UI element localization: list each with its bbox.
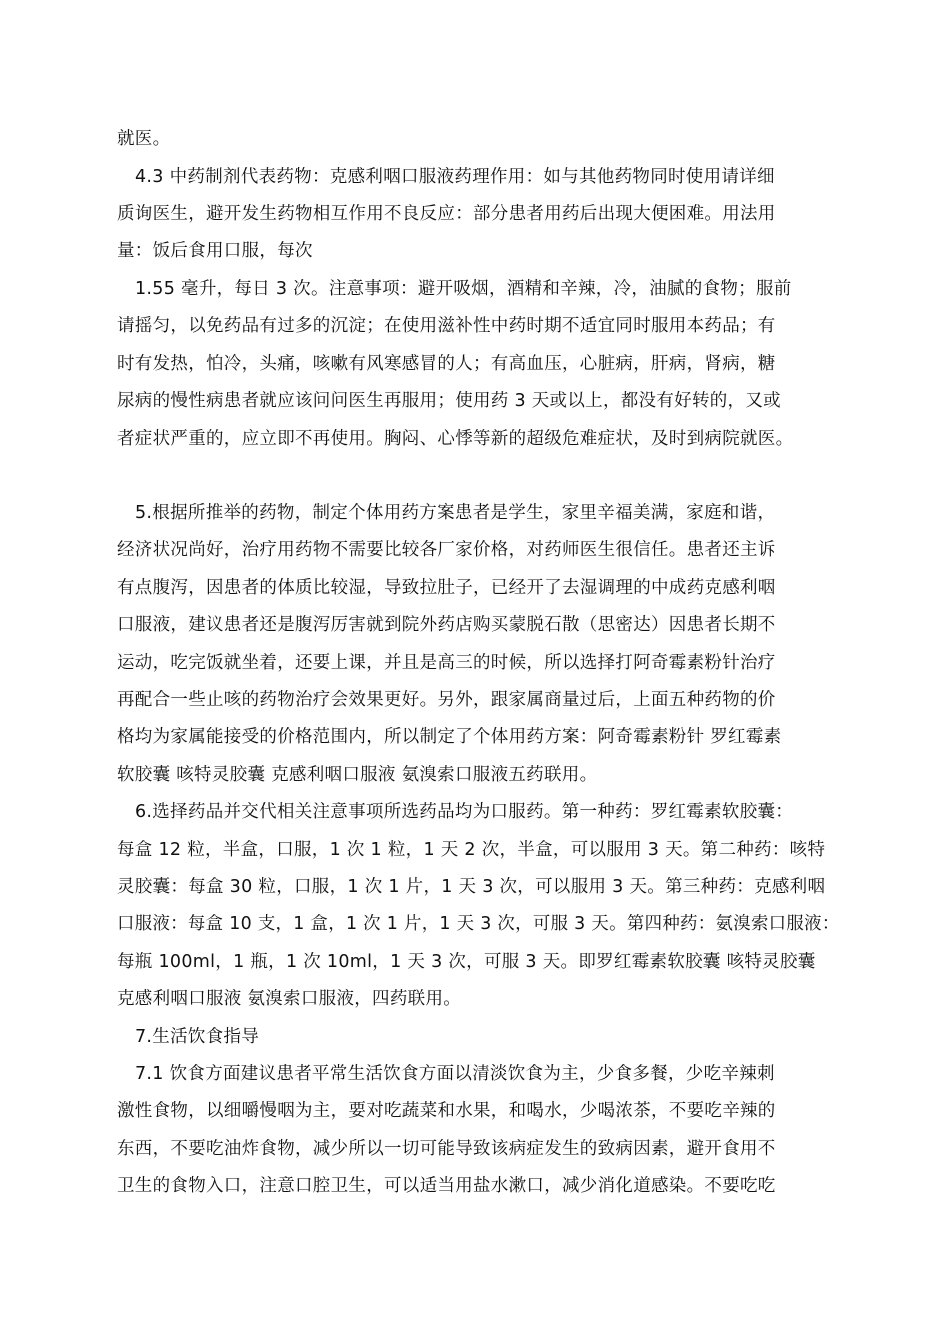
text-line: 东西，不要吃油炸食物，减少所以一切可能导致该病症发生的致病因素，避开食用不 [117, 1139, 776, 1159]
text-line: 口服液：每盒 10 支，1 盒，1 次 1 片，1 天 3 次，可服 3 天。第四种药：氨溴索口服液： [117, 914, 840, 934]
text-line: 口服液，建议患者还是腹泻厉害就到院外药店购买蒙脱石散（思密达）因患者长期不 [117, 615, 776, 635]
text-line: 灵胶囊：每盒 30 粒，口服，1 次 1 片，1 天 3 次，可以服用 3 天。第三种药：克感利咽 [117, 877, 826, 897]
text-line: 量：饭后食用口服，每次 [117, 241, 313, 261]
text-line: 激性食物，以细嚼慢咽为主，要对吃蔬菜和水果，和喝水，少喝浓茶，不要吃辛辣的 [117, 1101, 776, 1121]
text-line: 4.3 中药制剂代表药物：克感利咽口服液药理作用：如与其他药物同时使用请详细 [135, 167, 775, 187]
text-line: 1.55 毫升，每日 3 次。注意事项：避开吸烟，酒精和辛辣，冷，油腻的食物；服前 [135, 279, 792, 299]
text-line: 就医。 [117, 129, 171, 149]
text-line: 有点腹泻，因患者的体质比较湿，导致拉肚子，已经开了去湿调理的中成药克感利咽 [117, 578, 776, 598]
text-line: 7.1 饮食方面建议患者平常生活饮食方面以清淡饮食为主，少食多餐，少吃辛辣刺 [135, 1064, 775, 1084]
text-line: 尿病的慢性病患者就应该问问医生再服用；使用药 3 天或以上，都没有好转的，又或 [117, 391, 781, 411]
text-line: 每瓶 100ml，1 瓶，1 次 10ml，1 天 3 次，可服 3 天。即罗红霉素软胶囊 咳特灵胶囊 [117, 952, 816, 972]
text-line: 再配合一些止咳的药物治疗会效果更好。另外，跟家属商量过后，上面五种药物的价 [117, 690, 776, 710]
text-line: 卫生的食物入口，注意口腔卫生，可以适当用盐水漱口，减少消化道感染。不要吃吃 [117, 1176, 776, 1196]
text-line: 运动，吃完饭就坐着，还要上课，并且是高三的时候，所以选择打阿奇霉素粉针治疗 [117, 653, 776, 673]
text-line: 软胶囊 咳特灵胶囊 克感利咽口服液 氨溴索口服液五药联用。 [117, 765, 598, 785]
text-line: 格均为家属能接受的价格范围内，所以制定了个体用药方案：阿奇霉素粉针 罗红霉素 [117, 727, 782, 747]
text-line: 5.根据所推举的药物，制定个体用药方案患者是学生，家里辛福美满，家庭和谐， [135, 503, 776, 523]
section-heading: 7.生活饮食指导 [135, 1027, 260, 1047]
text-line: 请摇匀，以免药品有过多的沉淀；在使用滋补性中药时期不适宜同时服用本药品；有 [117, 316, 776, 336]
text-line: 时有发热，怕冷，头痛，咳嗽有风寒感冒的人；有高血压，心脏病，肝病，肾病，糖 [117, 354, 776, 374]
text-line: 每盒 12 粒，半盒，口服，1 次 1 粒，1 天 2 次，半盒，可以服用 3 天。第二种药：咳特 [117, 840, 826, 860]
text-line: 克感利咽口服液 氨溴索口服液，四药联用。 [117, 989, 462, 1009]
text-line: 6.选择药品并交代相关注意事项所选药品均为口服药。第一种药：罗红霉素软胶囊： [135, 802, 794, 822]
text-line: 者症状严重的，应立即不再使用。胸闷、心悸等新的超级危难症状，及时到病院就医。 [117, 429, 794, 449]
text-line: 经济状况尚好，治疗用药物不需要比较各厂家价格，对药师医生很信任。患者还主诉 [117, 540, 776, 560]
text-line: 质询医生，避开发生药物相互作用不良反应：部分患者用药后出现大便困难。用法用 [117, 204, 776, 224]
